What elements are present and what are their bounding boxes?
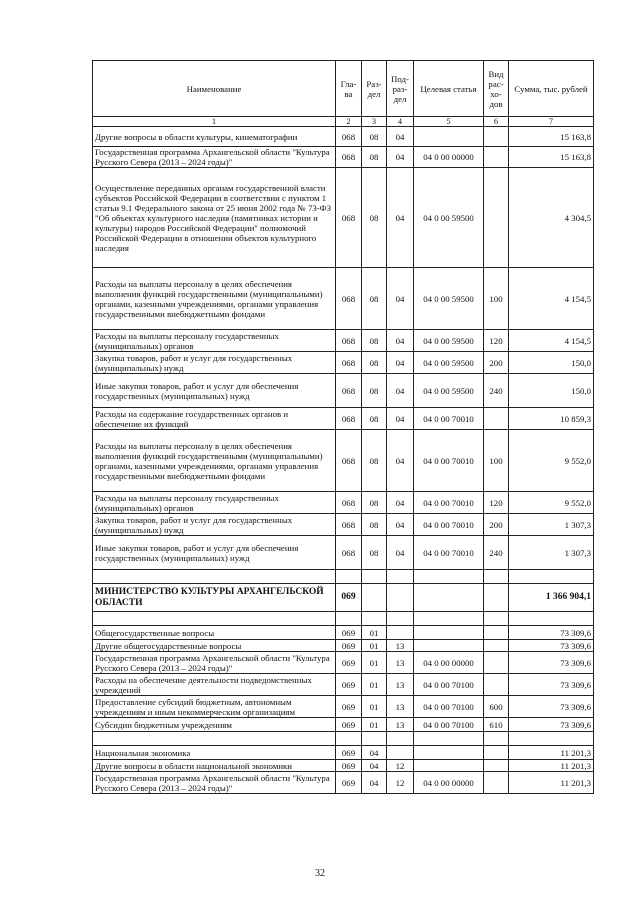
row-name: МИНИСТЕРСТВО КУЛЬТУРЫ АРХАНГЕЛЬСКОЙ ОБЛАСТИ <box>93 584 336 612</box>
table-row <box>93 374 594 408</box>
empty-cell <box>387 732 414 746</box>
row-subsection: 04 <box>387 268 414 330</box>
column-number: 1 <box>93 117 336 127</box>
row-sum: 1 307,3 <box>509 514 594 536</box>
row-section: 08 <box>362 330 387 352</box>
row-name: Расходы на содержание государственных органов и обеспечение их функций <box>93 408 336 430</box>
row-sum: 1 366 904,1 <box>509 584 594 612</box>
empty-cell <box>484 570 509 584</box>
header-section: Раз-дел <box>362 61 387 117</box>
row-subsection: 13 <box>387 652 414 674</box>
row-target-article <box>414 127 484 147</box>
empty-cell <box>509 732 594 746</box>
row-sum: 73 309,6 <box>509 718 594 732</box>
row-name: Другие вопросы в области национальной экономики <box>93 760 336 772</box>
column-number: 7 <box>509 117 594 127</box>
row-subsection: 12 <box>387 760 414 772</box>
row-sum: 4 304,5 <box>509 168 594 268</box>
row-expense-type <box>484 674 509 696</box>
row-sum: 73 309,6 <box>509 640 594 652</box>
table-row <box>93 330 594 352</box>
row-subsection: 04 <box>387 330 414 352</box>
row-chapter: 068 <box>336 408 362 430</box>
row-chapter: 069 <box>336 772 362 794</box>
row-expense-type <box>484 652 509 674</box>
row-sum: 150,0 <box>509 352 594 374</box>
row-chapter: 068 <box>336 536 362 570</box>
table-row <box>93 408 594 430</box>
row-chapter: 068 <box>336 430 362 492</box>
empty-cell <box>484 612 509 626</box>
row-name: Расходы на выплаты персоналу в целях обеспечения выполнения функций государственными (муниципальными) органами, казенными учреждениями, органами управления государственными внебюджетными фондами <box>93 430 336 492</box>
ministry-row <box>93 584 594 612</box>
row-sum: 10 859,3 <box>509 408 594 430</box>
row-subsection: 12 <box>387 772 414 794</box>
header-expense-type: Вид рас-хо-дов <box>484 61 509 117</box>
row-name: Иные закупки товаров, работ и услуг для обеспечения государственных (муниципальных) нужд <box>93 536 336 570</box>
header-row <box>93 61 594 117</box>
row-sum: 11 201,3 <box>509 746 594 760</box>
row-name: Другие общегосударственные вопросы <box>93 640 336 652</box>
row-chapter: 069 <box>336 584 362 612</box>
row-chapter: 068 <box>336 492 362 514</box>
row-expense-type: 120 <box>484 330 509 352</box>
row-expense-type <box>484 760 509 772</box>
row-name: Общегосударственные вопросы <box>93 626 336 640</box>
row-subsection: 13 <box>387 696 414 718</box>
empty-cell <box>387 570 414 584</box>
row-expense-type <box>484 772 509 794</box>
row-chapter: 069 <box>336 674 362 696</box>
row-expense-type: 120 <box>484 492 509 514</box>
empty-cell <box>414 570 484 584</box>
row-section: 04 <box>362 760 387 772</box>
column-number: 5 <box>414 117 484 127</box>
row-sum: 73 309,6 <box>509 652 594 674</box>
row-subsection: 04 <box>387 168 414 268</box>
row-name: Государственная программа Архангельской области "Культура Русского Севера (2013 – 2024 годы)" <box>93 652 336 674</box>
row-expense-type <box>484 640 509 652</box>
row-section: 08 <box>362 147 387 168</box>
empty-cell <box>484 732 509 746</box>
row-name: Расходы на выплаты персоналу в целях обеспечения выполнения функций государственными (муниципальными) органами, казенными учреждениями, органами управления государственными внебюджетными фондами <box>93 268 336 330</box>
empty-cell <box>93 570 336 584</box>
row-target-article: 04 0 00 59500 <box>414 374 484 408</box>
row-sum: 1 307,3 <box>509 536 594 570</box>
table-body <box>93 127 594 794</box>
row-subsection: 04 <box>387 492 414 514</box>
header-sum: Сумма, тыс. рублей <box>509 61 594 117</box>
table-header <box>93 61 594 127</box>
row-target-article: 04 0 00 59500 <box>414 330 484 352</box>
row-sum: 150,0 <box>509 374 594 408</box>
row-expense-type <box>484 168 509 268</box>
row-subsection: 04 <box>387 374 414 408</box>
row-target-article: 04 0 00 59500 <box>414 168 484 268</box>
column-number-row <box>93 117 594 127</box>
row-section: 08 <box>362 536 387 570</box>
row-name: Государственная программа Архангельской области "Культура Русского Севера (2013 – 2024 годы)" <box>93 772 336 794</box>
row-chapter: 068 <box>336 147 362 168</box>
row-target-article <box>414 746 484 760</box>
row-target-article: 04 0 00 70010 <box>414 408 484 430</box>
row-expense-type: 100 <box>484 430 509 492</box>
row-expense-type: 240 <box>484 374 509 408</box>
row-subsection <box>387 746 414 760</box>
empty-cell <box>387 612 414 626</box>
row-expense-type: 610 <box>484 718 509 732</box>
column-number: 4 <box>387 117 414 127</box>
row-target-article: 04 0 00 00000 <box>414 147 484 168</box>
row-sum: 9 552,0 <box>509 430 594 492</box>
column-number: 6 <box>484 117 509 127</box>
row-chapter: 069 <box>336 760 362 772</box>
row-expense-type: 600 <box>484 696 509 718</box>
row-subsection: 04 <box>387 536 414 570</box>
empty-cell <box>336 732 362 746</box>
row-target-article: 04 0 00 70100 <box>414 674 484 696</box>
row-sum: 11 201,3 <box>509 760 594 772</box>
row-chapter: 068 <box>336 330 362 352</box>
row-name: Осуществление переданных органам государственной власти субъектов Российской Федерации в соответствии с пунктом 1 статьи 9.1 Федерального закона от 25 июня 2002 года № 73-ФЗ "Об объектах культурного наследия (памятниках истории и культуры) народов Российской Федерации" полномочий Российской Федерации в отношении объектов культурного наследия <box>93 168 336 268</box>
row-name: Расходы на обеспечение деятельности подведомственных учреждений <box>93 674 336 696</box>
table-row <box>93 514 594 536</box>
row-chapter: 068 <box>336 127 362 147</box>
row-target-article: 04 0 00 70010 <box>414 492 484 514</box>
column-number: 2 <box>336 117 362 127</box>
row-name: Другие вопросы в области культуры, кинематографии <box>93 127 336 147</box>
header-chapter: Гла-ва <box>336 61 362 117</box>
row-section: 08 <box>362 127 387 147</box>
row-subsection: 04 <box>387 127 414 147</box>
row-section: 04 <box>362 746 387 760</box>
row-target-article: 04 0 00 70010 <box>414 430 484 492</box>
empty-cell <box>509 612 594 626</box>
row-chapter: 068 <box>336 168 362 268</box>
row-chapter: 069 <box>336 696 362 718</box>
row-expense-type <box>484 746 509 760</box>
row-target-article: 04 0 00 59500 <box>414 352 484 374</box>
table-row <box>93 352 594 374</box>
empty-cell <box>362 570 387 584</box>
row-expense-type <box>484 408 509 430</box>
table-row <box>93 652 594 674</box>
row-name: Субсидии бюджетным учреждениям <box>93 718 336 732</box>
row-section: 01 <box>362 674 387 696</box>
empty-cell <box>336 612 362 626</box>
row-chapter: 069 <box>336 640 362 652</box>
row-subsection: 04 <box>387 147 414 168</box>
header-subsection: Под-раз-дел <box>387 61 414 117</box>
row-section: 08 <box>362 168 387 268</box>
row-chapter: 068 <box>336 514 362 536</box>
row-section: 08 <box>362 352 387 374</box>
table-row <box>93 168 594 268</box>
row-subsection: 04 <box>387 352 414 374</box>
row-sum: 9 552,0 <box>509 492 594 514</box>
budget-table <box>92 60 594 794</box>
row-subsection: 13 <box>387 640 414 652</box>
empty-cell <box>336 570 362 584</box>
row-expense-type <box>484 147 509 168</box>
row-name: Национальная экономика <box>93 746 336 760</box>
row-chapter: 068 <box>336 374 362 408</box>
spacer-row <box>93 732 594 746</box>
row-section: 08 <box>362 408 387 430</box>
row-section: 08 <box>362 492 387 514</box>
row-subsection <box>387 584 414 612</box>
row-name: Иные закупки товаров, работ и услуг для обеспечения государственных (муниципальных) нужд <box>93 374 336 408</box>
row-section: 01 <box>362 626 387 640</box>
row-section: 01 <box>362 652 387 674</box>
table-row <box>93 772 594 794</box>
table-row <box>93 127 594 147</box>
empty-cell <box>362 732 387 746</box>
row-section: 08 <box>362 268 387 330</box>
row-section: 08 <box>362 374 387 408</box>
table-row <box>93 640 594 652</box>
table-row <box>93 696 594 718</box>
row-expense-type: 240 <box>484 536 509 570</box>
row-expense-type <box>484 127 509 147</box>
row-target-article <box>414 626 484 640</box>
empty-cell <box>414 732 484 746</box>
row-sum: 15 163,8 <box>509 127 594 147</box>
row-section: 08 <box>362 430 387 492</box>
row-target-article <box>414 584 484 612</box>
row-sum: 4 154,5 <box>509 268 594 330</box>
row-target-article: 04 0 00 70100 <box>414 718 484 732</box>
row-target-article: 04 0 00 70100 <box>414 696 484 718</box>
row-target-article <box>414 760 484 772</box>
row-expense-type: 200 <box>484 514 509 536</box>
row-name: Расходы на выплаты персоналу государственных (муниципальных) органов <box>93 492 336 514</box>
row-subsection: 13 <box>387 674 414 696</box>
row-name: Закупка товаров, работ и услуг для государственных (муниципальных) нужд <box>93 514 336 536</box>
row-expense-type <box>484 626 509 640</box>
header-name: Наименование <box>93 61 336 117</box>
table-row <box>93 536 594 570</box>
row-expense-type: 100 <box>484 268 509 330</box>
row-expense-type: 200 <box>484 352 509 374</box>
column-number: 3 <box>362 117 387 127</box>
table-row <box>93 674 594 696</box>
row-subsection: 13 <box>387 718 414 732</box>
row-name: Государственная программа Архангельской области "Культура Русского Севера (2013 – 2024 годы)" <box>93 147 336 168</box>
row-chapter: 068 <box>336 268 362 330</box>
row-sum: 4 154,5 <box>509 330 594 352</box>
empty-cell <box>362 612 387 626</box>
row-subsection: 04 <box>387 430 414 492</box>
row-chapter: 069 <box>336 718 362 732</box>
row-subsection <box>387 626 414 640</box>
spacer-row <box>93 612 594 626</box>
row-name: Закупка товаров, работ и услуг для государственных (муниципальных) нужд <box>93 352 336 374</box>
row-chapter: 068 <box>336 352 362 374</box>
row-target-article: 04 0 00 70010 <box>414 514 484 536</box>
row-subsection: 04 <box>387 514 414 536</box>
table-row <box>93 430 594 492</box>
table-row <box>93 718 594 732</box>
row-sum: 73 309,6 <box>509 696 594 718</box>
row-target-article: 04 0 00 70010 <box>414 536 484 570</box>
row-name: Расходы на выплаты персоналу государственных (муниципальных) органов <box>93 330 336 352</box>
row-target-article: 04 0 00 59500 <box>414 268 484 330</box>
empty-cell <box>509 570 594 584</box>
header-target-article: Целевая статья <box>414 61 484 117</box>
row-sum: 11 201,3 <box>509 772 594 794</box>
row-chapter: 069 <box>336 652 362 674</box>
table-row <box>93 268 594 330</box>
table-row <box>93 147 594 168</box>
row-section: 08 <box>362 514 387 536</box>
row-section: 01 <box>362 718 387 732</box>
row-section: 04 <box>362 772 387 794</box>
table-row <box>93 746 594 760</box>
row-chapter: 069 <box>336 746 362 760</box>
table-row <box>93 626 594 640</box>
empty-cell <box>93 612 336 626</box>
empty-cell <box>93 732 336 746</box>
table-row <box>93 492 594 514</box>
row-chapter: 069 <box>336 626 362 640</box>
row-section: 01 <box>362 640 387 652</box>
row-section: 01 <box>362 696 387 718</box>
row-subsection: 04 <box>387 408 414 430</box>
row-expense-type <box>484 584 509 612</box>
row-name: Предоставление субсидий бюджетным, автономным учреждениям и иным некоммерческим организациям <box>93 696 336 718</box>
row-section <box>362 584 387 612</box>
spacer-row <box>93 570 594 584</box>
row-sum: 73 309,6 <box>509 674 594 696</box>
row-sum: 15 163,8 <box>509 147 594 168</box>
row-target-article: 04 0 00 00000 <box>414 772 484 794</box>
table-row <box>93 760 594 772</box>
row-target-article: 04 0 00 00000 <box>414 652 484 674</box>
page-number: 32 <box>315 868 325 879</box>
empty-cell <box>414 612 484 626</box>
row-sum: 73 309,6 <box>509 626 594 640</box>
row-target-article <box>414 640 484 652</box>
